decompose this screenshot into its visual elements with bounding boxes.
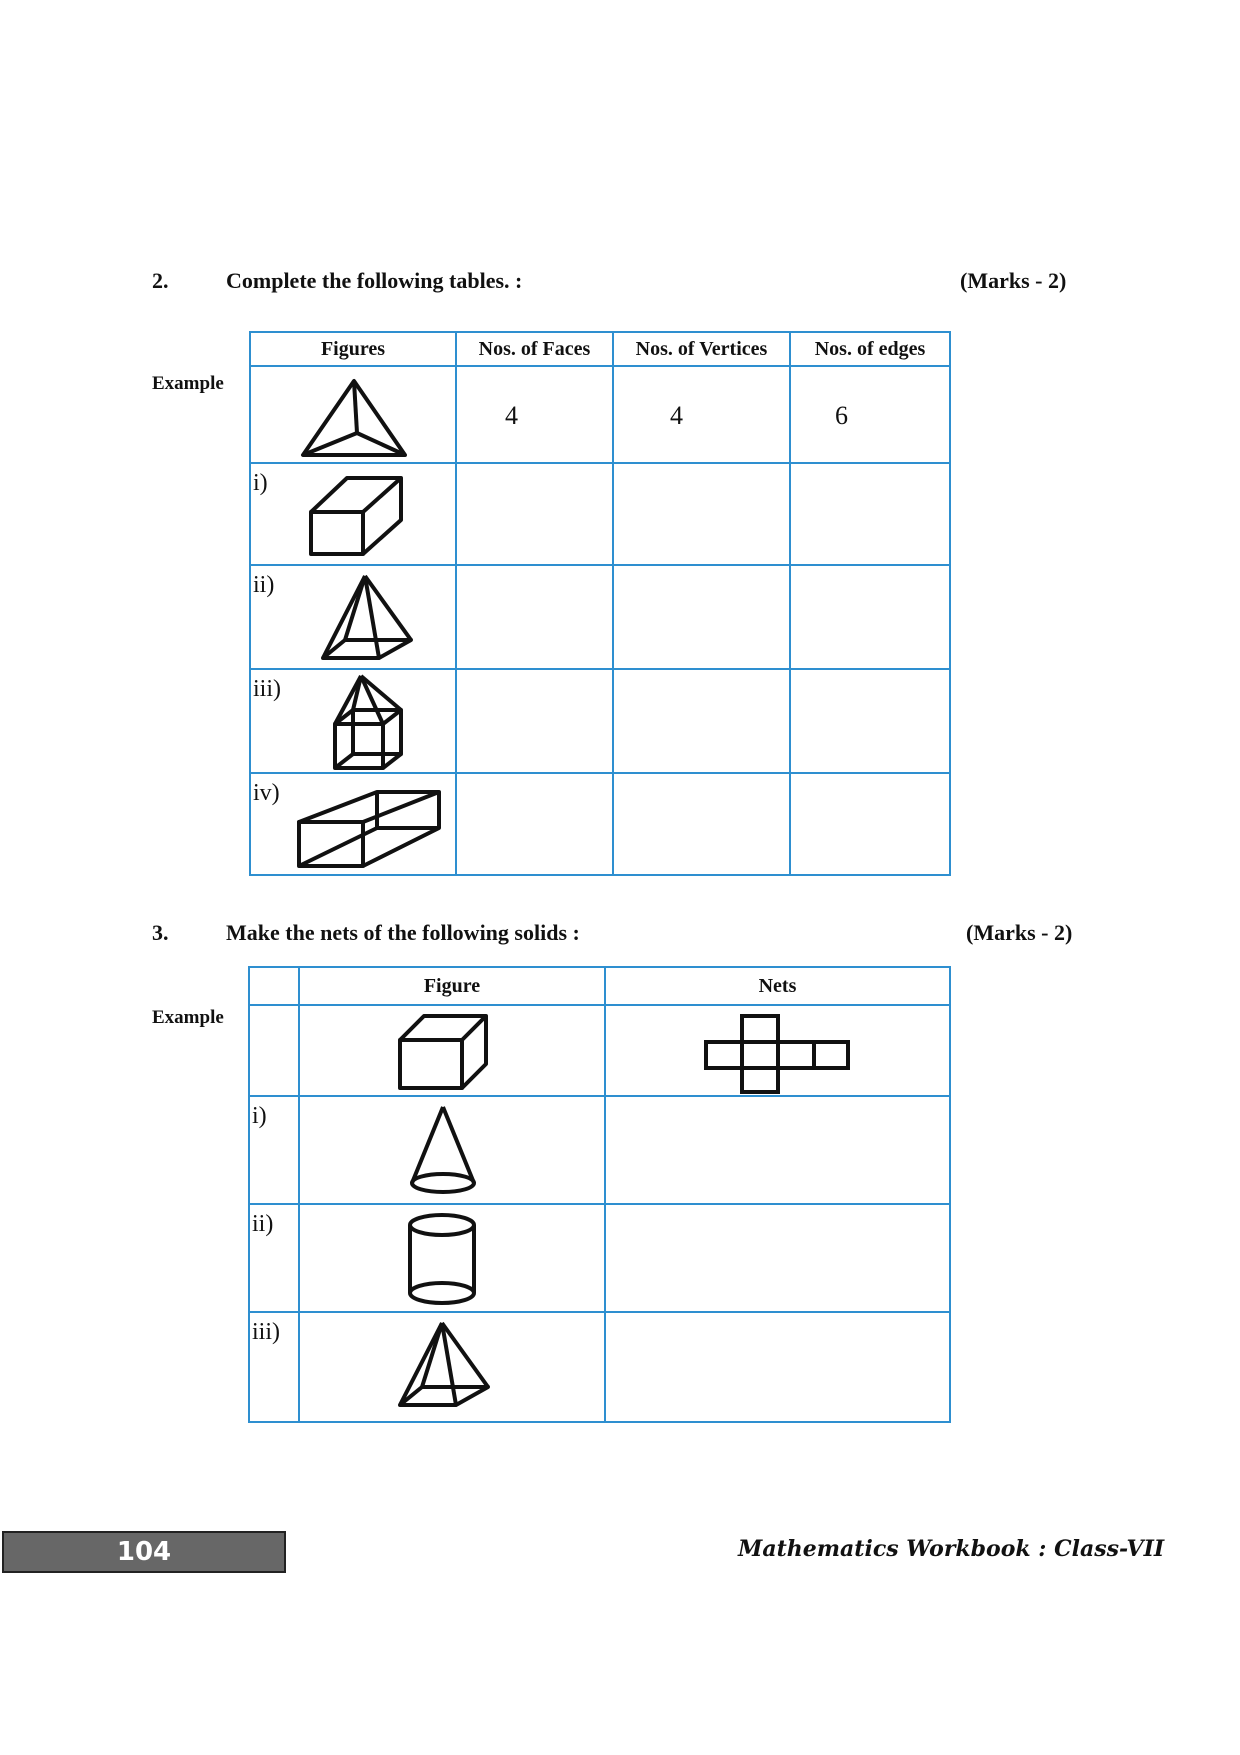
q3-row-3-label: iii) bbox=[252, 1319, 280, 1345]
q2-example-vertices: 4 bbox=[670, 401, 683, 430]
q2-example-edges-cell bbox=[790, 366, 950, 463]
q2-row-2 bbox=[250, 565, 950, 669]
q2-marks: (Marks - 2) bbox=[960, 268, 1067, 293]
square-pyramid-icon bbox=[396, 1319, 492, 1415]
footer-page-bar bbox=[2, 1531, 286, 1573]
q2-header-edges: Nos. of edges bbox=[790, 332, 950, 366]
long-cuboid-icon bbox=[295, 788, 445, 870]
q3-row-1-figure-cell bbox=[299, 1096, 605, 1204]
q3-row-2-net-cell[interactable] bbox=[605, 1204, 950, 1312]
q3-marks: (Marks - 2) bbox=[966, 920, 1073, 945]
q2-header-faces: Nos. of Faces bbox=[456, 332, 613, 366]
q3-row-3-net-cell[interactable] bbox=[605, 1312, 950, 1422]
cone-icon bbox=[408, 1103, 478, 1197]
q2-table bbox=[249, 331, 951, 876]
q2-example-faces: 4 bbox=[505, 401, 518, 430]
q3-header-row bbox=[249, 967, 950, 1005]
cylinder-icon bbox=[406, 1211, 478, 1307]
cube-with-pyramid-icon bbox=[331, 672, 407, 772]
q2-row-3-edges-cell[interactable] bbox=[790, 669, 950, 773]
q2-instruction: Complete the following tables. : bbox=[226, 268, 523, 293]
q3-row-1-label-cell bbox=[249, 1096, 299, 1204]
square-pyramid-icon bbox=[319, 572, 415, 666]
q3-example-label: Example bbox=[152, 1007, 224, 1028]
q2-row-3-figure-cell bbox=[250, 669, 456, 773]
q3-instruction: Make the nets of the following solids : bbox=[226, 920, 580, 945]
page-number: 104 bbox=[116, 1537, 172, 1567]
q2-row-3-vertices-cell[interactable] bbox=[613, 669, 790, 773]
q2-example-edges: 6 bbox=[835, 401, 848, 430]
q2-row-2-vertices-cell[interactable] bbox=[613, 565, 790, 669]
q3-row-1-net-cell[interactable] bbox=[605, 1096, 950, 1204]
q3-example-label-cell bbox=[249, 1005, 299, 1096]
q2-row-4 bbox=[250, 773, 950, 875]
cube-net-icon bbox=[702, 1012, 852, 1094]
q2-row-1-figure-cell bbox=[250, 463, 456, 565]
q2-row-2-label: ii) bbox=[253, 572, 275, 598]
q2-row-2-edges-cell[interactable] bbox=[790, 565, 950, 669]
q2-example-vertices-cell bbox=[613, 366, 790, 463]
footer-title: Mathematics Workbook : Class-VII bbox=[738, 1536, 1165, 1562]
q3-example-row bbox=[249, 1005, 950, 1096]
q2-header-figures: Figures bbox=[250, 332, 456, 366]
tetrahedron-icon bbox=[299, 377, 409, 459]
q2-header-vertices: Nos. of Vertices bbox=[613, 332, 790, 366]
q2-row-1-label: i) bbox=[253, 470, 268, 496]
q2-row-4-label: iv) bbox=[253, 780, 280, 806]
q3-example-figure-cell bbox=[299, 1005, 605, 1096]
q2-row-1-faces-cell[interactable] bbox=[456, 463, 613, 565]
cuboid-icon bbox=[307, 472, 407, 558]
q2-row-4-figure-cell bbox=[250, 773, 456, 875]
cube-icon bbox=[396, 1012, 490, 1092]
q2-row-3 bbox=[250, 669, 950, 773]
q2-row-3-label: iii) bbox=[253, 676, 281, 702]
q2-row-1-vertices-cell[interactable] bbox=[613, 463, 790, 565]
q2-header-row bbox=[250, 332, 950, 366]
q3-row-2-figure-cell bbox=[299, 1204, 605, 1312]
q2-row-4-vertices-cell[interactable] bbox=[613, 773, 790, 875]
q3-row-1 bbox=[249, 1096, 950, 1204]
q3-row-2-label: ii) bbox=[252, 1211, 274, 1237]
q2-example-faces-cell bbox=[456, 366, 613, 463]
q3-row-2 bbox=[249, 1204, 950, 1312]
q2-row-1 bbox=[250, 463, 950, 565]
q3-row-3-figure-cell bbox=[299, 1312, 605, 1422]
q2-example-figure-cell bbox=[250, 366, 456, 463]
q2-row-4-faces-cell[interactable] bbox=[456, 773, 613, 875]
q3-row-3-label-cell bbox=[249, 1312, 299, 1422]
q2-row-4-edges-cell[interactable] bbox=[790, 773, 950, 875]
q3-header-figure: Figure bbox=[299, 967, 605, 1005]
q3-row-3 bbox=[249, 1312, 950, 1422]
q3-row-1-label: i) bbox=[252, 1103, 267, 1129]
q3-table bbox=[248, 966, 951, 1423]
q2-example-label: Example bbox=[152, 373, 224, 394]
q2-example-row bbox=[250, 366, 950, 463]
q2-number: 2. bbox=[152, 268, 169, 293]
q3-example-net-cell bbox=[605, 1005, 950, 1096]
q2-row-2-figure-cell bbox=[250, 565, 456, 669]
q2-row-2-faces-cell[interactable] bbox=[456, 565, 613, 669]
q2-row-1-edges-cell[interactable] bbox=[790, 463, 950, 565]
q2-row-3-faces-cell[interactable] bbox=[456, 669, 613, 773]
q3-row-2-label-cell bbox=[249, 1204, 299, 1312]
q3-number: 3. bbox=[152, 920, 169, 945]
q3-header-nets: Nets bbox=[605, 967, 950, 1005]
q3-header-blank bbox=[249, 967, 299, 1005]
